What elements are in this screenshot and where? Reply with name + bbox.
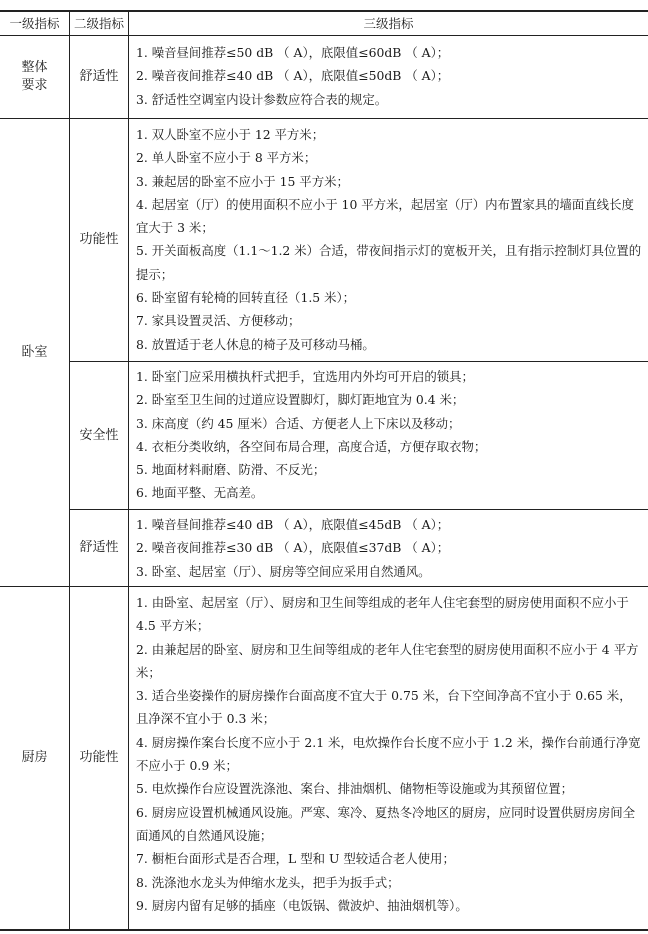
- level2-function: 功能性: [79, 232, 119, 247]
- column-divider: [128, 11, 129, 930]
- list-item: 1. 卧室门应采用横执杆式把手，宜选用内外均可开启的锁具；: [136, 369, 474, 384]
- list-item: 1. 噪音昼间推荐≤50 dB （ A），底限值≤60dB （ A）；: [136, 45, 450, 60]
- list-item: 3. 舒适性空调室内设计参数应符合表的规定。: [136, 91, 388, 107]
- list-item: 2. 噪音夜间推荐≤40 dB （ A），底限值≤50dB （ A）；: [136, 68, 450, 84]
- list-item: 6. 卧室留有轮椅的回转直径（1.5 米）；: [136, 290, 356, 306]
- group-rule: [69, 361, 648, 362]
- header-level3: 三级指标: [363, 15, 414, 31]
- level3-list: [136, 41, 642, 111]
- list-item: 5. 地面材料耐磨、防滑、不反光；: [136, 462, 326, 478]
- list-item: 6. 地面平整、无高差。: [136, 485, 264, 501]
- list-item: 2. 单人卧室不应小于 8 平方米；: [136, 150, 317, 166]
- level3-list: [136, 123, 642, 356]
- level2-safety: 安全性: [79, 427, 119, 443]
- list-item: 9. 厨房内留有足够的插座（电饭锅、微波炉、抽油烟机等）。: [136, 897, 468, 913]
- level2-function: 功能性: [79, 750, 119, 765]
- header-level2: 二级指标: [73, 15, 124, 31]
- list-item: 3. 兼起居的卧室不应小于 15 平方米；: [136, 173, 349, 189]
- list-item: 5. 电炊操作台应设置洗涤池、案台、排油烟机、储物柜等设施或为其预留位置；: [136, 781, 574, 797]
- list-item: 6. 厨房应设置机械通风设施。严寒、寒冷、夏热冬冷地区的厨房，应同时设置供厨房房间全面通风的自然通风设施；: [136, 804, 635, 843]
- group-rule: [69, 509, 648, 510]
- list-item: 1. 双人卧室不应小于 12 平方米；: [136, 127, 325, 142]
- list-item: 2. 由兼起居的卧室、厨房和卫生间等组成的老年人住宅套型的厨房使用面积不应小于 4 平方米；: [136, 641, 639, 680]
- list-item: 1. 噪音昼间推荐≤40 dB （ A），底限值≤45dB （ A）；: [136, 517, 450, 532]
- table-bottom-rule: [0, 929, 648, 931]
- level2-comfort: 舒适性: [79, 69, 119, 84]
- level1-bedroom: 卧室: [21, 344, 48, 360]
- list-item: 3. 适合坐姿操作的厨房操作台面高度不宜大于 0.75 米，台下空间净高不宜小于 0.65 米，且净深不宜小于 0.3 米；: [136, 688, 632, 727]
- level1-kitchen: 厨房: [21, 750, 48, 765]
- list-item: 8. 洗涤池水龙头为伸缩水龙头，把手为扳手式；: [136, 874, 400, 890]
- list-item: 2. 噪音夜间推荐≤30 dB （ A），底限值≤37dB （ A）；: [136, 540, 450, 556]
- list-item: 8. 放置适于老人休息的椅子及可移动马桶。: [136, 336, 375, 352]
- header-level1: 一级指标: [9, 15, 60, 31]
- list-item: 4. 衣柜分类收纳，各空间布局合理，高度合适，方便存取衣物；: [136, 438, 487, 454]
- list-item: 4. 厨房操作案台长度不应小于 2.1 米，电炊操作台长度不应小于 1.2 米，操作台前通行净宽不应小于 0.9 米；: [136, 734, 641, 774]
- level3-list: [136, 365, 642, 505]
- level3-list: [136, 513, 642, 583]
- list-item: 1. 由卧室、起居室（厅）、厨房和卫生间等组成的老年人住宅套型的厨房使用面积不应小于 4.5 平方米；: [136, 595, 629, 634]
- list-item: 3. 床高度（约 45 厘米）合适、方便老人上下床以及移动；: [136, 415, 461, 431]
- list-item: 7. 橱柜台面形式是否合理，L 型和 U 型较适合老人使用；: [136, 851, 455, 867]
- list-item: 5. 开关面板高度（1.1～1.2 米）合适，带夜间指示灯的宽板开关，且有指示控制灯具位置的提示；: [136, 243, 642, 282]
- list-item: 3. 卧室、起居室（厅）、厨房等空间应采用自然通风。: [136, 563, 431, 579]
- level1-overall: 整体 要求: [21, 60, 48, 93]
- list-item: 7. 家具设置灵活、方便移动；: [136, 313, 301, 329]
- list-item: 2. 卧室至卫生间的过道应设置脚灯，脚灯距地宜为 0.4 米；: [136, 392, 465, 408]
- list-item: 4. 起居室（厅）的使用面积不应小于 10 平方米，起居室（厅）内布置家具的墙面直线长度宜大于 3 米；: [136, 196, 634, 236]
- level2-comfort: 舒适性: [79, 540, 119, 555]
- level3-list: [136, 591, 642, 917]
